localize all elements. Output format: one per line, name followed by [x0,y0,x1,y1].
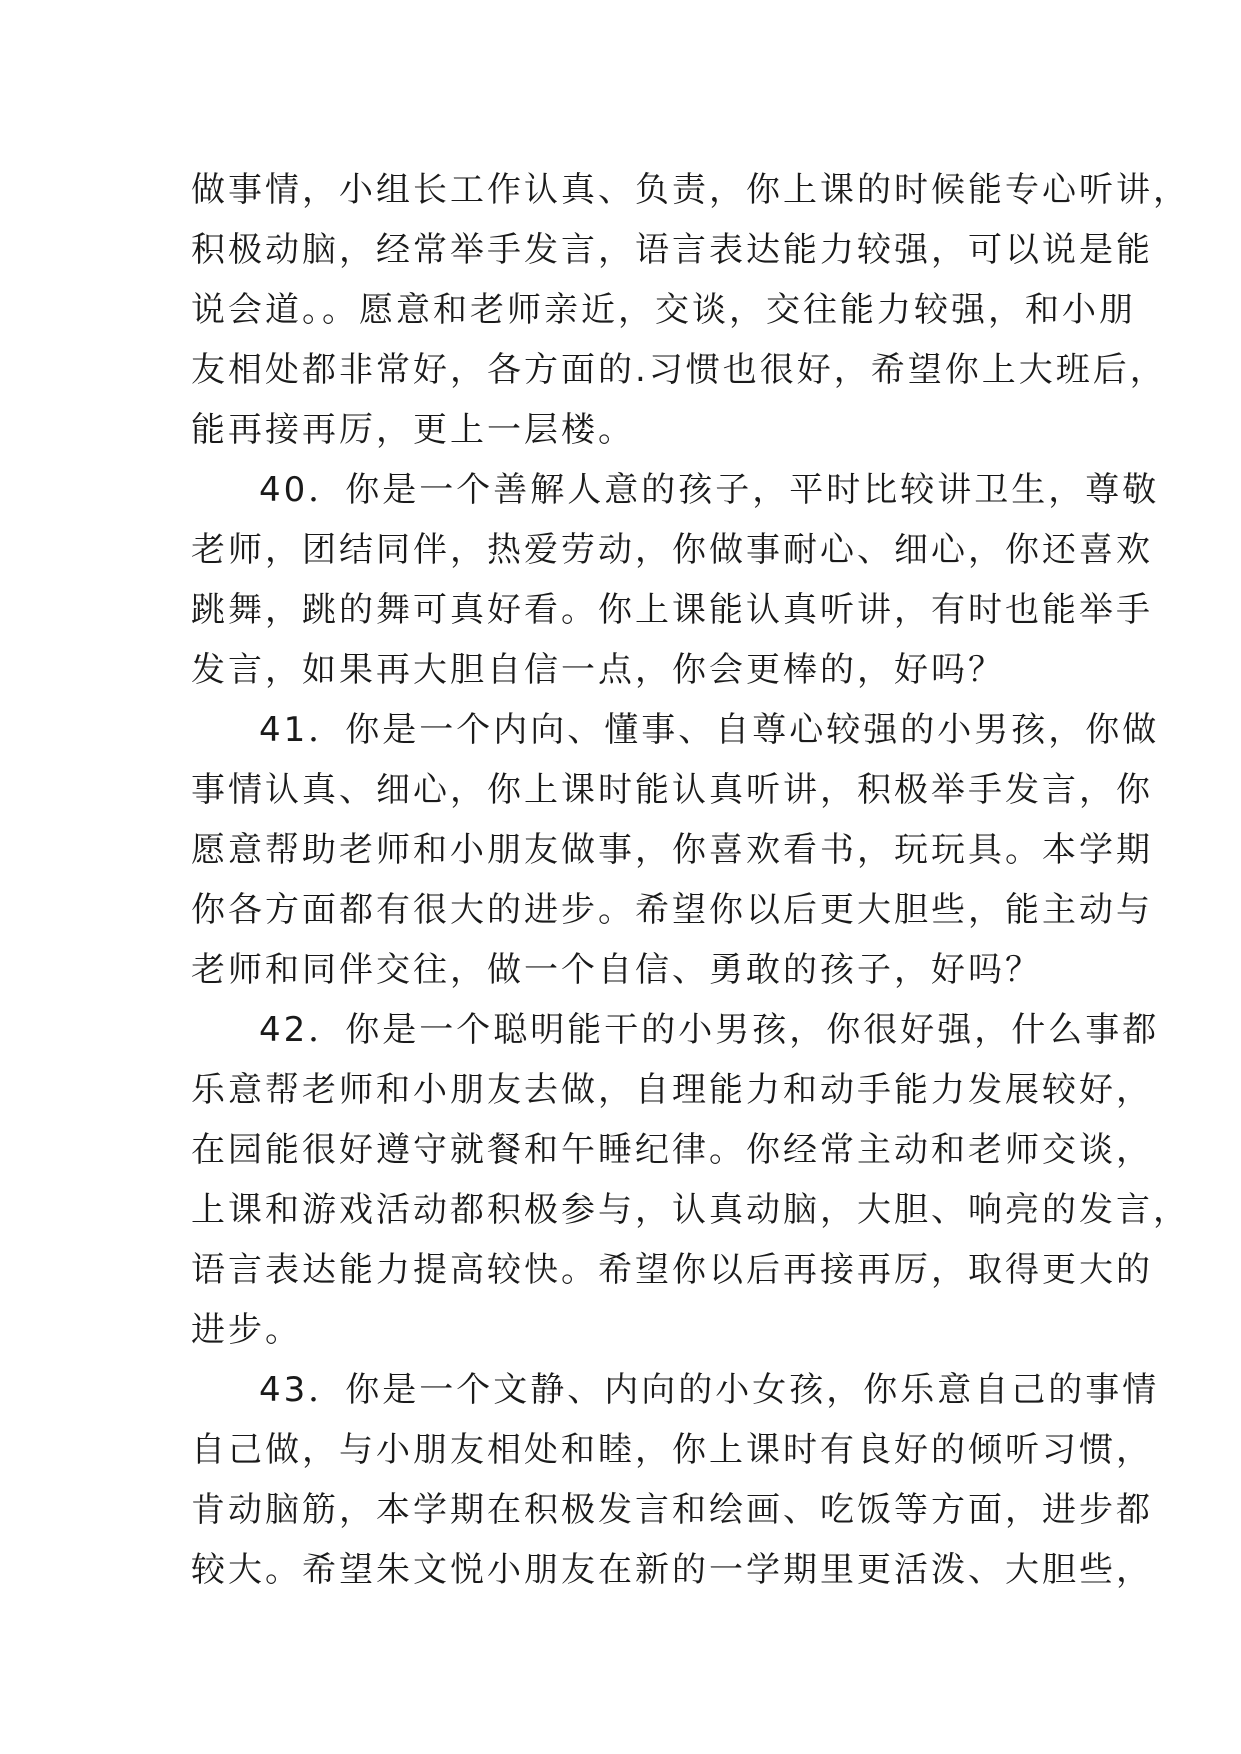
text-line: 上课和游戏活动都积极参与，认真动脑，大胆、响亮的发言， [191,1190,1190,1230]
text-line: 较大。希望朱文悦小朋友在新的一学期里更活泼、大胆些， [191,1550,1153,1590]
text-line: 自己做，与小朋友相处和睦，你上课时有良好的倾听习惯， [191,1430,1153,1470]
text-line: 你各方面都有很大的进步。希望你以后更大胆些，能主动与 [191,890,1153,930]
text-line: 语言表达能力提高较快。希望你以后再接再厉，取得更大的 [191,1250,1153,1290]
text-line: 乐意帮老师和小朋友去做，自理能力和动手能力发展较好， [191,1070,1153,1110]
text-line: 积极动脑，经常举手发言，语言表达能力较强，可以说是能 [191,230,1153,270]
text-line: 肯动脑筋，本学期在积极发言和绘画、吃饭等方面，进步都 [191,1490,1153,1530]
text-line: 进步。 [191,1310,302,1350]
text-line: 能再接再厉，更上一层楼。 [191,410,635,450]
paragraph-43-start: 43．你是一个文静、内向的小女孩，你乐意自己的事情 [259,1370,1160,1410]
text-line: 老师，团结同伴，热爱劳动，你做事耐心、细心，你还喜欢 [191,530,1153,570]
text-line: 友相处都非常好，各方面的.习惯也很好，希望你上大班后， [191,350,1167,390]
text-line: 在园能很好遵守就餐和午睡纪律。你经常主动和老师交谈， [191,1130,1153,1170]
text-line: 发言，如果再大胆自信一点，你会更棒的，好吗？ [191,650,1005,690]
text-line: 跳舞，跳的舞可真好看。你上课能认真听讲，有时也能举手 [191,590,1153,630]
text-line: 事情认真、细心，你上课时能认真听讲，积极举手发言，你 [191,770,1153,810]
paragraph-40-start: 40．你是一个善解人意的孩子，平时比较讲卫生，尊敬 [259,470,1160,510]
paragraph-41-start: 41．你是一个内向、懂事、自尊心较强的小男孩，你做 [259,710,1160,750]
text-line: 愿意帮助老师和小朋友做事，你喜欢看书，玩玩具。本学期 [191,830,1153,870]
text-line: 做事情，小组长工作认真、负责，你上课的时候能专心听讲， [191,170,1190,210]
text-line: 老师和同伴交往，做一个自信、勇敢的孩子，好吗？ [191,950,1042,990]
document-body [191,160,1190,1600]
text-line: 说会道。。愿意和老师亲近，交谈，交往能力较强，和小朋 [191,290,1136,330]
paragraph-42-start: 42．你是一个聪明能干的小男孩，你很好强，什么事都 [259,1010,1160,1050]
